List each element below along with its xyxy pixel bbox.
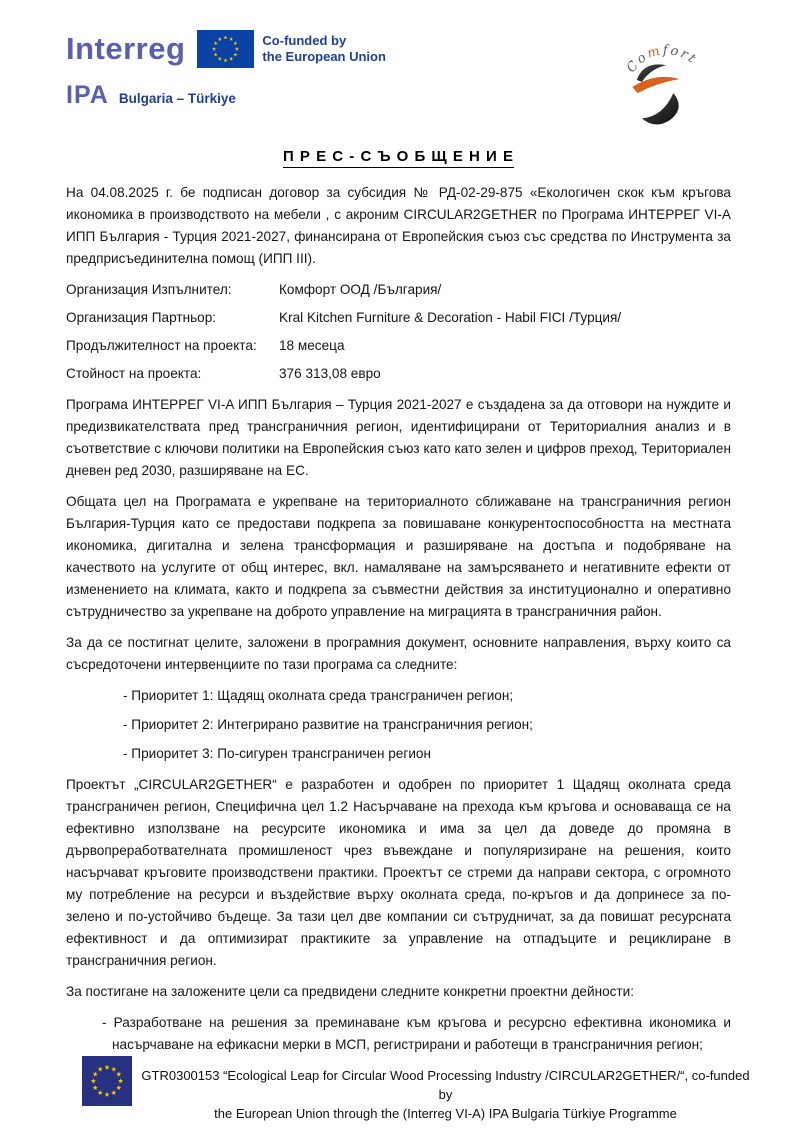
comfort-arc-text	[624, 43, 700, 76]
priority-list	[66, 685, 731, 765]
title-wrap	[66, 148, 731, 168]
eu-cofunded-line1: Co-funded by	[262, 33, 347, 48]
paragraph-programme: Програма ИНТЕРРЕГ VI-A ИПП България – Турция 2021-2027 е създадена за да отговори на нуждите и предизвикателствата пред трансграничния регион, идентифицирани от Териториалния анализ и в съответствие с ключови политики на Европейския съюз като като зелен и цифров преход, Териториален дневен ред 2030, разширяване на ЕС.	[66, 397, 731, 478]
list-item-priority-2: - Приоритет 2: Интегрирано развитие на трансграничния регион;	[123, 717, 533, 732]
info-value-duration: 18 месеца	[279, 338, 345, 353]
page-title: П Р Е С - С Ъ О Б Щ Е Н И Е	[283, 148, 514, 168]
table-row	[66, 307, 731, 329]
ipa-region-label: Bulgaria – Türkiye	[118, 91, 236, 106]
eu-cofunded-line2: the European Union	[262, 49, 386, 64]
paragraph-intro: На 04.08.2025 г. бе подписан договор за субсидия № РД-02-29-875 «Екологичен скок към кръгова икономика в производството на мебели , с акроним CIRCULAR2GETHER по Програма ИНТЕРРЕГ VI-A ИПП България - Турция 2021-2027, финансирана от Европейския съюз със средства по Инструмента за предприсъединителна помощ (ИПП III).	[66, 185, 731, 266]
eu-cofunded-label	[262, 33, 386, 65]
table-row	[66, 363, 731, 385]
document-header	[66, 30, 731, 134]
ipa-row	[66, 82, 386, 108]
comfort-text-start: Co	[623, 49, 651, 76]
list-item-priority-1: - Приоритет 1: Щадящ околната среда трансграничен регион;	[123, 688, 514, 703]
info-label-budget: Стойност на проекта:	[66, 366, 202, 381]
paragraph-overall-goal: Общата цел на Програмата е укрепване на териториалното сближаване на трансграничния регион България-Турция като се предостави подкрепа за повишаване конкурентоспособността на местната икономика, дигитална и зелена трансформация и разширяване на достъпа и подобряване на качеството на услугите от общ интерес, вкл. намаляване на замърсяването и негативните ефекти от изменението на климата, както и подкрепа за съвместни действия за институционално и оперативно сътрудничество за укрепване на доброто управление на миграцията в трансграничния район.	[66, 494, 731, 619]
interreg-ipa-logo	[66, 30, 386, 108]
footer-line1: GTR0300153 “Ecological Leap for Circular Wood Processing Industry /CIRCULAR2GETHER/“, co-funded by	[141, 1068, 750, 1102]
info-value-budget: 376 313,08 евро	[279, 366, 381, 381]
activity-list	[66, 1012, 731, 1056]
list-item-activity-1: - Разработване на решения за преминаване към кръгова и ресурсно ефективна икономика и насърчаване на ефикасни мерки в МСП, регистрирани и работещи в трансграничния регион;	[102, 1015, 731, 1052]
interreg-wordmark: Interreg	[66, 31, 186, 66]
paragraph-project-description: Проектът „CIRCULAR2GETHER“ е разработен и одобрен по приоритет 1 Щадящ околната среда трансграничен регион, Специфична цел 1.2 Насърчаване на прехода към кръгова и основаваща се на ефективно използване на ресурсите икономика и има за цел да доведе до промяна в дървопреработвателната промишленост чрез въвеждане и популяризиране на решения, които насърчават кръговите производствени практики. Проектът се стреми да направи сектора, с огромното му потребление на ресурси и въздействие върху околната среда, по-кръгов и да допринесе за по-зелено и по-устойчиво бъдеще. За тази цел две компании си сътрудничат, за да повишат ресурсната ефективност и да оптимизират практиките за управление на отпадъците и рециклиране в трансграничния регион.	[66, 777, 731, 968]
list-item-priority-3: - Приоритет 3: По-сигурен трансграничен регион	[123, 746, 431, 761]
paragraph-activities-intro: За постигане на заложените цели са предвидени следните конкретни проектни дейности:	[66, 984, 635, 999]
info-label-contractor: Организация Изпълнител:	[66, 282, 232, 297]
table-row	[66, 279, 731, 301]
comfort-wing-lower	[642, 93, 679, 124]
project-info-table	[66, 279, 731, 385]
info-label-partner: Организация Партньор:	[66, 310, 217, 325]
footer-funding-statement	[134, 1056, 757, 1123]
interreg-row	[66, 30, 386, 68]
document-footer	[80, 1056, 757, 1123]
eu-flag-icon	[197, 30, 254, 68]
eu-flag-footer-icon	[80, 1056, 134, 1106]
paragraph-directions-intro: За да се постигнат целите, заложени в програмния документ, основните направления, върху които са съсредоточени интервенциите по тази програма са следните:	[66, 635, 731, 672]
comfort-text-end: fort	[662, 43, 700, 68]
info-value-partner: Kral Kitchen Furniture & Decoration - Habil FICI /Турция/	[279, 310, 622, 325]
comfort-logo-icon	[621, 26, 717, 134]
table-row	[66, 335, 731, 357]
info-label-duration: Продължителност на проекта:	[66, 338, 257, 353]
footer-line2: the European Union through the (Interreg VI-A) IPA Bulgaria Türkiye Programme	[214, 1106, 677, 1121]
comfort-text-accent: m	[645, 43, 664, 62]
info-value-contractor: Комфорт ООД /България/	[279, 282, 442, 297]
document-body	[66, 182, 731, 1056]
ipa-wordmark: IPA	[66, 81, 109, 109]
